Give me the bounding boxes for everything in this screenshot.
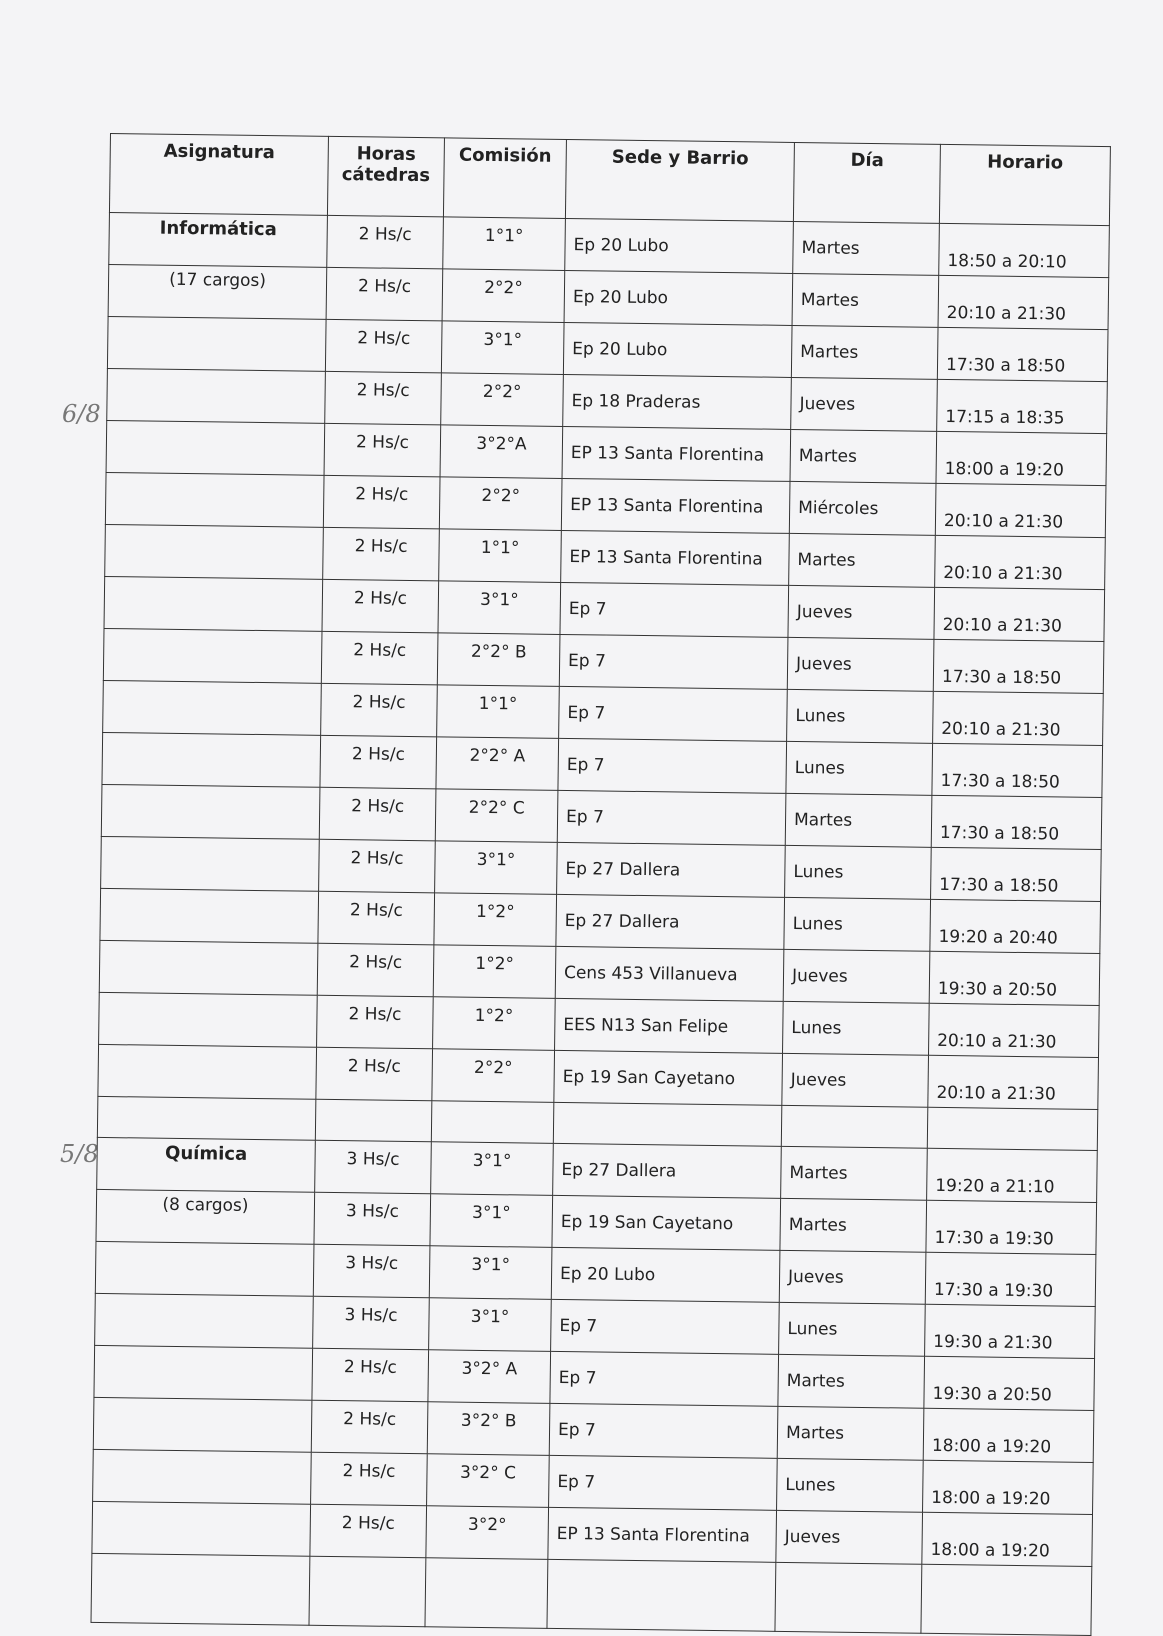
horas-cell: 3 Hs/c — [314, 1192, 431, 1246]
sede-cell: EP 13 Santa Florentina — [561, 478, 790, 533]
comision-cell: 3°1° — [430, 1194, 553, 1248]
empty-cell — [775, 1562, 922, 1633]
sede-cell: Ep 7 — [558, 738, 787, 793]
comision-cell: 3°2° — [426, 1506, 549, 1560]
dia-cell: Jueves — [791, 377, 938, 431]
subject-cell-empty — [95, 1293, 314, 1348]
horas-cell: 2 Hs/c — [311, 1400, 428, 1454]
sede-cell: Ep 27 Dallera — [556, 894, 785, 949]
sede-cell: Cens 453 Villanueva — [555, 946, 784, 1001]
comision-cell: 3°1° — [441, 321, 564, 375]
dia-cell: Martes — [790, 429, 937, 483]
schedule-body — [91, 212, 1109, 1635]
dia-cell: Jueves — [787, 637, 934, 691]
horas-cell: 2 Hs/c — [323, 527, 440, 581]
quimica-subject-name: Química — [97, 1137, 316, 1192]
sede-cell: EP 13 Santa Florentina — [562, 426, 791, 481]
horario-cell: 18:00 a 19:20 — [936, 431, 1107, 485]
horario-cell: 19:30 a 21:30 — [925, 1304, 1096, 1358]
horario-cell: 17:30 a 18:50 — [933, 639, 1104, 693]
horario-cell: 18:00 a 19:20 — [922, 1512, 1093, 1566]
horario-cell: 19:30 a 20:50 — [924, 1356, 1095, 1410]
dia-cell: Jueves — [783, 949, 930, 1003]
sede-cell: EP 13 Santa Florentina — [561, 530, 790, 585]
horario-cell: 20:10 a 21:30 — [928, 1003, 1099, 1057]
comision-cell: 2°2° — [441, 373, 564, 427]
horario-cell: 17:30 a 18:50 — [932, 743, 1103, 797]
empty-cell — [553, 1102, 782, 1146]
empty-cell — [431, 1101, 554, 1144]
dia-cell: Jueves — [788, 585, 935, 639]
dia-cell: Martes — [781, 1146, 928, 1200]
subject-cell-empty — [107, 316, 326, 371]
dia-cell: Lunes — [785, 845, 932, 899]
dia-cell: Lunes — [783, 1001, 930, 1055]
horas-cell: 2 Hs/c — [325, 319, 442, 373]
sede-cell: Ep 20 Lubo — [565, 218, 794, 273]
sede-cell: Ep 7 — [559, 634, 788, 689]
subject-cell-empty — [95, 1241, 314, 1296]
horario-cell: 18:00 a 19:20 — [923, 1460, 1094, 1514]
subject-cell-empty — [107, 368, 326, 423]
comision-cell: 3°1° — [438, 581, 561, 635]
horas-cell: 2 Hs/c — [319, 787, 436, 841]
margin-note-quimica: 5/8 — [60, 1140, 99, 1168]
horas-cell: 3 Hs/c — [313, 1244, 430, 1298]
horario-cell: 17:15 a 18:35 — [937, 379, 1108, 433]
comision-cell: 2°2° — [439, 477, 562, 531]
horas-cell: 2 Hs/c — [320, 735, 437, 789]
horario-cell: 19:20 a 20:40 — [930, 899, 1101, 953]
dia-cell: Jueves — [776, 1510, 923, 1564]
sede-cell: Ep 7 — [549, 1403, 778, 1458]
header-horario: Horario — [939, 144, 1110, 225]
sede-cell: Ep 7 — [557, 790, 786, 845]
subject-cell-empty — [106, 420, 325, 475]
horas-cell: 2 Hs/c — [326, 267, 443, 321]
quimica-cargos-note: (8 cargos) — [96, 1189, 315, 1244]
subject-cell-empty — [92, 1501, 311, 1556]
comision-cell: 3°1° — [429, 1246, 552, 1300]
comision-cell: 3°2° A — [428, 1350, 551, 1404]
horario-cell: 20:10 a 21:30 — [933, 691, 1104, 745]
empty-cell — [927, 1107, 1098, 1150]
horario-cell: 17:30 a 19:30 — [926, 1200, 1097, 1254]
header-dia: Día — [793, 142, 940, 223]
horas-cell: 2 Hs/c — [317, 995, 434, 1049]
sede-cell: Ep 7 — [549, 1455, 778, 1510]
informatica-subject-name: Informática — [109, 212, 328, 267]
horas-cell: 2 Hs/c — [319, 839, 436, 893]
horas-cell: 2 Hs/c — [325, 371, 442, 425]
horas-cell: 2 Hs/c — [318, 891, 435, 945]
empty-cell — [309, 1556, 426, 1627]
comision-cell: 2°2° A — [436, 737, 559, 791]
comision-cell: 1°2° — [433, 945, 556, 999]
sede-cell: Ep 7 — [550, 1351, 779, 1406]
horas-cell: 2 Hs/c — [321, 683, 438, 737]
horas-cell: 2 Hs/c — [312, 1348, 429, 1402]
schedule-table-wrapper — [90, 133, 1109, 1636]
sede-cell: Ep 19 San Cayetano — [554, 1050, 783, 1105]
comision-cell: 1°1° — [439, 529, 562, 583]
sede-cell: Ep 27 Dallera — [553, 1143, 782, 1198]
comision-cell: 1°1° — [443, 217, 566, 271]
dia-cell: Martes — [789, 533, 936, 587]
horas-cell: 2 Hs/c — [310, 1504, 427, 1558]
horas-cell: 2 Hs/c — [323, 475, 440, 529]
subject-cell-empty — [105, 472, 324, 527]
comision-cell: 3°1° — [435, 841, 558, 895]
horario-cell: 17:30 a 18:50 — [937, 327, 1108, 381]
sede-cell: Ep 27 Dallera — [557, 842, 786, 897]
sede-cell: EP 13 Santa Florentina — [548, 1507, 777, 1562]
dia-cell: Martes — [791, 325, 938, 379]
horas-cell: 2 Hs/c — [311, 1452, 428, 1506]
subject-cell-empty — [102, 732, 321, 787]
comision-cell: 2°2° — [442, 269, 565, 323]
horas-cell: 2 Hs/c — [317, 943, 434, 997]
horas-cell: 3 Hs/c — [315, 1140, 432, 1194]
sede-cell: Ep 7 — [551, 1299, 780, 1354]
sede-cell: EES N13 San Felipe — [555, 998, 784, 1053]
dia-cell: Martes — [793, 221, 940, 275]
comision-cell: 1°2° — [433, 997, 556, 1051]
dia-cell: Miércoles — [789, 481, 936, 535]
comision-cell: 2°2° — [432, 1049, 555, 1103]
comision-cell: 3°2° B — [427, 1402, 550, 1456]
sede-cell: Ep 7 — [559, 686, 788, 741]
horario-cell: 18:00 a 19:20 — [923, 1408, 1094, 1462]
margin-note-informatica: 6/8 — [62, 400, 101, 428]
comision-cell: 1°1° — [437, 685, 560, 739]
dia-cell: Lunes — [787, 689, 934, 743]
dia-cell: Jueves — [779, 1250, 926, 1304]
comision-cell: 2°2° B — [437, 633, 560, 687]
sede-cell: Ep 20 Lubo — [564, 270, 793, 325]
schedule-table — [90, 133, 1110, 1636]
comision-cell: 3°2°A — [440, 425, 563, 479]
comision-cell: 3°2° C — [427, 1454, 550, 1508]
horas-cell: 2 Hs/c — [322, 579, 439, 633]
horario-cell: 20:10 a 21:30 — [935, 483, 1106, 537]
dia-cell: Martes — [792, 273, 939, 327]
horas-cell: 3 Hs/c — [313, 1296, 430, 1350]
horario-cell: 18:50 a 20:10 — [939, 223, 1110, 277]
subject-cell-empty — [104, 576, 323, 631]
dia-cell: Lunes — [779, 1302, 926, 1356]
sede-cell: Ep 18 Praderas — [563, 374, 792, 429]
dia-cell: Martes — [780, 1198, 927, 1252]
subject-cell-empty — [101, 784, 320, 839]
subject-cell-empty — [99, 992, 318, 1047]
dia-cell: Lunes — [786, 741, 933, 795]
horario-cell: 17:30 a 18:50 — [931, 795, 1102, 849]
header-row — [109, 134, 1110, 226]
dia-cell: Lunes — [784, 897, 931, 951]
sede-cell: Ep 20 Lubo — [563, 322, 792, 377]
dia-cell: Lunes — [777, 1458, 924, 1512]
subject-cell-empty — [99, 940, 318, 995]
subject-cell-empty — [103, 680, 322, 735]
sede-cell: Ep 7 — [560, 582, 789, 637]
comision-cell: 3°1° — [431, 1142, 554, 1196]
horario-cell: 19:30 a 20:50 — [929, 951, 1100, 1005]
empty-cell — [781, 1105, 928, 1148]
dia-cell: Martes — [778, 1354, 925, 1408]
horas-cell: 2 Hs/c — [324, 423, 441, 477]
empty-cell — [97, 1096, 316, 1140]
sede-cell: Ep 19 San Cayetano — [552, 1195, 781, 1250]
comision-cell: 1°2° — [434, 893, 557, 947]
horario-cell: 20:10 a 21:30 — [938, 275, 1109, 329]
subject-cell-empty — [94, 1345, 313, 1400]
subject-cell-empty — [93, 1397, 312, 1452]
subject-cell-empty — [105, 524, 324, 579]
blank-row — [91, 1553, 1092, 1635]
horario-cell: 20:10 a 21:30 — [928, 1055, 1099, 1109]
empty-cell — [315, 1099, 432, 1142]
empty-cell — [425, 1558, 548, 1629]
empty-cell — [547, 1559, 776, 1631]
comision-cell: 2°2° C — [435, 789, 558, 843]
dia-cell: Martes — [777, 1406, 924, 1460]
empty-cell — [91, 1553, 310, 1625]
comision-cell: 3°1° — [429, 1298, 552, 1352]
horario-cell: 20:10 a 21:30 — [935, 535, 1106, 589]
dia-cell: Jueves — [782, 1053, 929, 1107]
header-horas: Horas cátedras — [327, 136, 444, 217]
horario-cell: 17:30 a 18:50 — [931, 847, 1102, 901]
dia-cell: Martes — [785, 793, 932, 847]
subject-cell-empty — [103, 628, 322, 683]
header-sede: Sede y Barrio — [565, 139, 794, 221]
horas-cell: 2 Hs/c — [321, 631, 438, 685]
subject-cell-empty — [93, 1449, 312, 1504]
header-comision: Comisión — [443, 138, 566, 219]
horario-cell: 19:20 a 21:10 — [927, 1148, 1098, 1202]
horario-cell: 17:30 a 19:30 — [925, 1252, 1096, 1306]
sede-cell: Ep 20 Lubo — [551, 1247, 780, 1302]
subject-cell-empty — [98, 1044, 317, 1099]
subject-cell-empty — [100, 888, 319, 943]
subject-cell-empty — [101, 836, 320, 891]
horario-cell: 20:10 a 21:30 — [934, 587, 1105, 641]
informatica-cargos-note: (17 cargos) — [108, 264, 327, 319]
horas-cell: 2 Hs/c — [327, 215, 444, 269]
horas-cell: 2 Hs/c — [316, 1047, 433, 1101]
header-asignatura: Asignatura — [109, 134, 328, 216]
